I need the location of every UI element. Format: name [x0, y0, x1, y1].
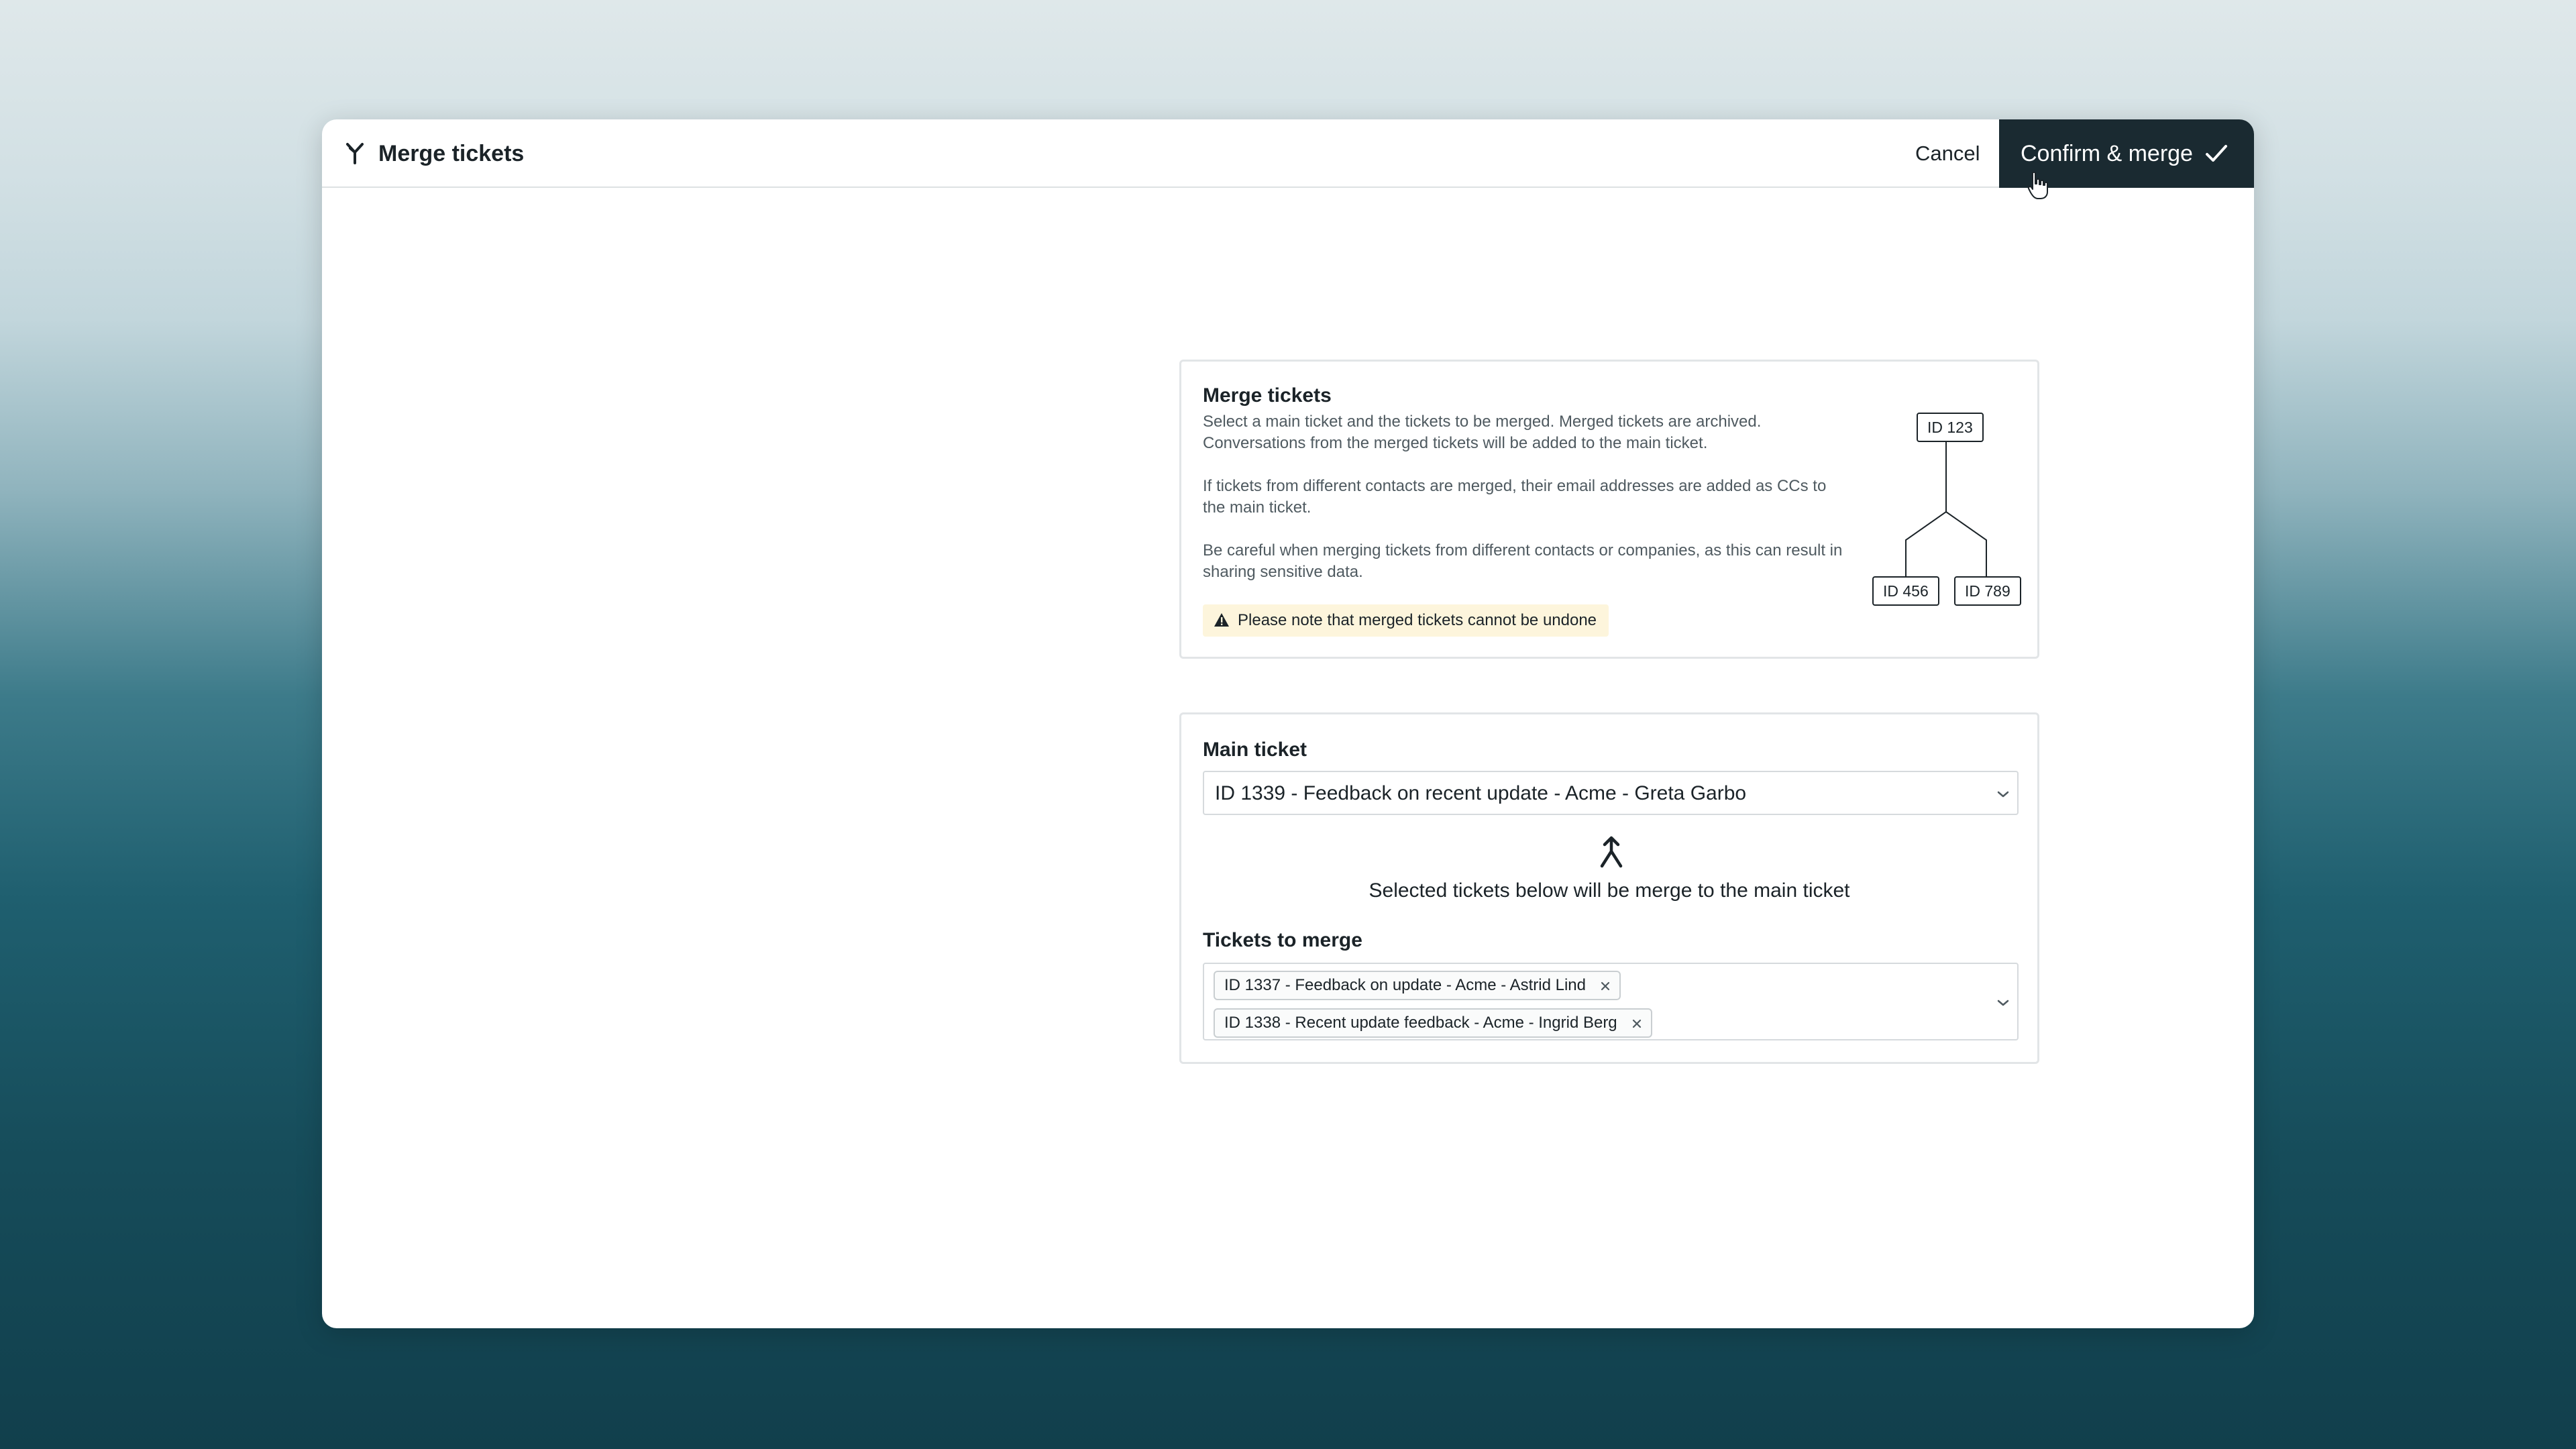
chevron-down-icon	[1996, 998, 2010, 1008]
dialog-header	[322, 119, 2254, 188]
main-ticket-value: ID 1339 - Feedback on recent update - Acme - Greta Garbo	[1215, 782, 1747, 804]
cursor-icon	[2027, 172, 2050, 200]
merge-up-icon	[1598, 835, 1625, 869]
warning-icon	[1214, 612, 1230, 627]
cancel-button[interactable]: Cancel	[1915, 142, 1980, 165]
tickets-to-merge-label: Tickets to merge	[1203, 929, 1362, 951]
info-paragraph: Select a main ticket and the tickets to be merged. Merged tickets are archived. Conversations from the merged tickets will be added to the main ticket.	[1203, 413, 1762, 452]
main-ticket-select[interactable]	[1203, 771, 2019, 815]
info-title: Merge tickets	[1203, 384, 1332, 407]
ticket-chip	[1214, 1008, 1652, 1038]
diagram-node-root: ID 123	[1917, 413, 1984, 442]
chevron-down-icon	[1996, 790, 2010, 799]
ticket-chip	[1214, 971, 1621, 1000]
ticket-chip-label: ID 1337 - Feedback on update - Acme - Astrid Lind	[1224, 976, 1586, 994]
merge-tickets-dialog	[322, 119, 2254, 1328]
merge-icon	[343, 142, 366, 166]
merge-form-card	[1179, 712, 2039, 1064]
info-paragraph: If tickets from different contacts are merged, their email addresses are added as CCs to the main ticket.	[1203, 477, 1827, 517]
dialog-title: Merge tickets	[378, 141, 525, 166]
confirm-merge-label: Confirm & merge	[2021, 141, 2193, 166]
close-icon[interactable]	[1599, 980, 1611, 992]
merge-info-card	[1179, 360, 2039, 659]
main-ticket-label: Main ticket	[1203, 739, 1307, 761]
warning-text: Please note that merged tickets cannot be undone	[1238, 611, 1597, 629]
ticket-chip-label: ID 1338 - Recent update feedback - Acme - Ingrid Berg	[1224, 1014, 1617, 1032]
close-icon[interactable]	[1631, 1018, 1643, 1030]
merge-diagram	[1859, 409, 2033, 610]
undo-warning-banner	[1203, 604, 1609, 637]
diagram-node-right: ID 789	[1954, 576, 2021, 606]
diagram-node-left: ID 456	[1872, 576, 1939, 606]
info-paragraph: Be careful when merging tickets from different contacts or companies, as this can result in sharing sensitive data.	[1203, 541, 1843, 581]
tickets-to-merge-select[interactable]	[1203, 963, 2019, 1040]
merge-hint-text: Selected tickets below will be merge to the main ticket	[1368, 879, 1850, 902]
check-icon	[2203, 140, 2230, 167]
